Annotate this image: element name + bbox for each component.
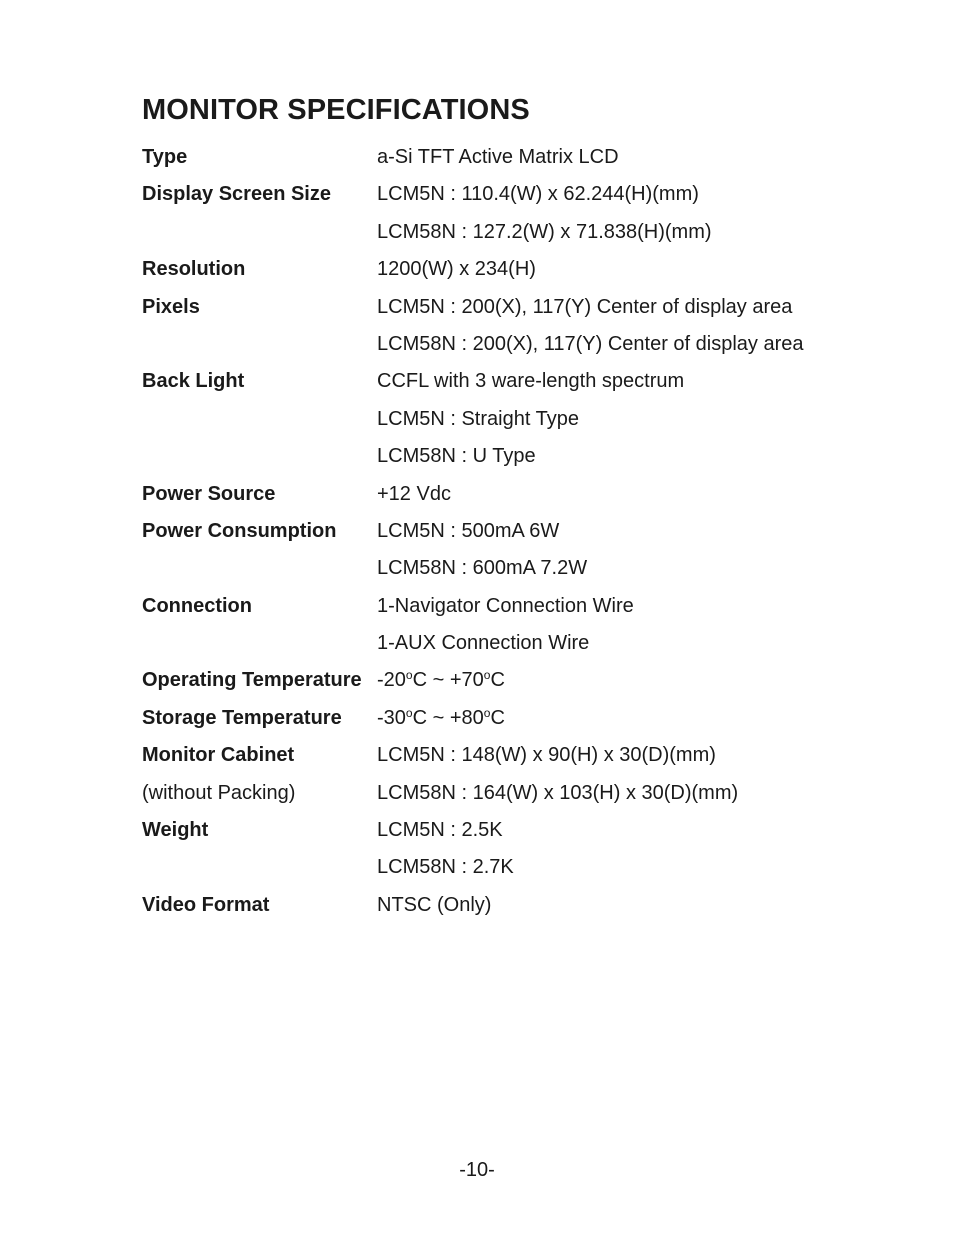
spec-value: LCM58N : 2.7K bbox=[377, 856, 514, 879]
spec-row bbox=[142, 588, 862, 625]
spec-value: LCM58N : 600mA 7.2W bbox=[377, 557, 588, 580]
spec-label: Monitor Cabinet bbox=[142, 744, 295, 767]
spec-label: Operating Temperature bbox=[142, 669, 362, 692]
spec-row bbox=[142, 214, 862, 251]
spec-row bbox=[142, 139, 862, 176]
degree-symbol: o bbox=[405, 668, 413, 683]
spec-label: Display Screen Size bbox=[142, 183, 331, 206]
spec-row bbox=[142, 625, 862, 662]
spec-value: LCM5N : 500mA 6W bbox=[377, 519, 560, 542]
temp-unit: C bbox=[490, 706, 505, 729]
spec-label: Weight bbox=[142, 819, 209, 842]
spec-value: LCM5N : 200(X), 117(Y) Center of display area bbox=[377, 295, 793, 318]
spec-label: Pixels bbox=[142, 295, 200, 318]
spec-label: Resolution bbox=[142, 258, 246, 281]
degree-symbol: o bbox=[483, 668, 491, 683]
spec-row bbox=[142, 849, 862, 886]
spec-value: 1-AUX Connection Wire bbox=[377, 632, 590, 655]
spec-value: NTSC (Only) bbox=[377, 893, 492, 916]
spec-row bbox=[142, 662, 862, 699]
spec-value: +12 Vdc bbox=[377, 482, 451, 505]
temp-unit: C bbox=[412, 669, 428, 692]
page-title: MONITOR SPECIFICATIONS bbox=[142, 94, 530, 126]
spec-value: CCFL with 3 ware-length spectrum bbox=[377, 370, 685, 393]
spec-row bbox=[142, 251, 862, 288]
spec-label: (without Packing) bbox=[142, 781, 296, 804]
spec-row bbox=[142, 700, 862, 737]
spec-row bbox=[142, 289, 862, 326]
temp-unit: C bbox=[412, 706, 428, 729]
spec-row bbox=[142, 775, 862, 812]
degree-symbol: o bbox=[405, 705, 413, 720]
spec-row bbox=[142, 513, 862, 550]
spec-value: LCM5N : 148(W) x 90(H) x 30(D)(mm) bbox=[377, 744, 716, 767]
temp-separator: ~ bbox=[427, 669, 450, 692]
spec-label: Type bbox=[142, 146, 188, 168]
spec-value: a-Si TFT Active Matrix LCD bbox=[377, 146, 619, 168]
spec-label: Power Consumption bbox=[142, 519, 337, 542]
spec-row bbox=[142, 737, 862, 774]
spec-row bbox=[142, 550, 862, 587]
spec-row bbox=[142, 887, 862, 924]
temp-low: -30 bbox=[377, 706, 406, 729]
spec-row bbox=[142, 401, 862, 438]
temp-low: -20 bbox=[377, 669, 406, 692]
spec-label: Storage Temperature bbox=[142, 706, 342, 729]
spec-row bbox=[142, 326, 862, 363]
spec-value: LCM5N : 110.4(W) x 62.244(H)(mm) bbox=[377, 183, 699, 206]
spec-value: LCM58N : 164(W) x 103(H) x 30(D)(mm) bbox=[377, 781, 739, 804]
spec-label: Video Format bbox=[142, 893, 270, 916]
temp-unit: C bbox=[490, 669, 505, 692]
spec-value: LCM58N : U Type bbox=[377, 445, 536, 468]
spec-value: 1-Navigator Connection Wire bbox=[377, 594, 634, 617]
temp-high: +80 bbox=[449, 706, 484, 729]
page-number: -10- bbox=[459, 1159, 495, 1181]
spec-row bbox=[142, 176, 862, 213]
temp-separator: ~ bbox=[427, 706, 450, 729]
temp-high: +70 bbox=[449, 669, 484, 692]
spec-label: Connection bbox=[142, 594, 252, 617]
spec-row bbox=[142, 812, 862, 849]
spec-label: Power Source bbox=[142, 482, 276, 505]
spec-value: LCM58N : 127.2(W) x 71.838(H)(mm) bbox=[377, 220, 712, 243]
spec-table bbox=[142, 139, 862, 924]
spec-value: LCM5N : Straight Type bbox=[377, 407, 579, 430]
spec-label: Back Light bbox=[142, 370, 245, 393]
spec-value bbox=[377, 662, 505, 699]
spec-row bbox=[142, 476, 862, 513]
spec-row bbox=[142, 438, 862, 475]
spec-value: LCM58N : 200(X), 117(Y) Center of display area bbox=[377, 332, 804, 355]
spec-value: LCM5N : 2.5K bbox=[377, 819, 503, 842]
spec-value bbox=[377, 700, 505, 737]
spec-value: 1200(W) x 234(H) bbox=[377, 258, 536, 281]
degree-symbol: o bbox=[483, 705, 491, 720]
spec-row bbox=[142, 363, 862, 400]
